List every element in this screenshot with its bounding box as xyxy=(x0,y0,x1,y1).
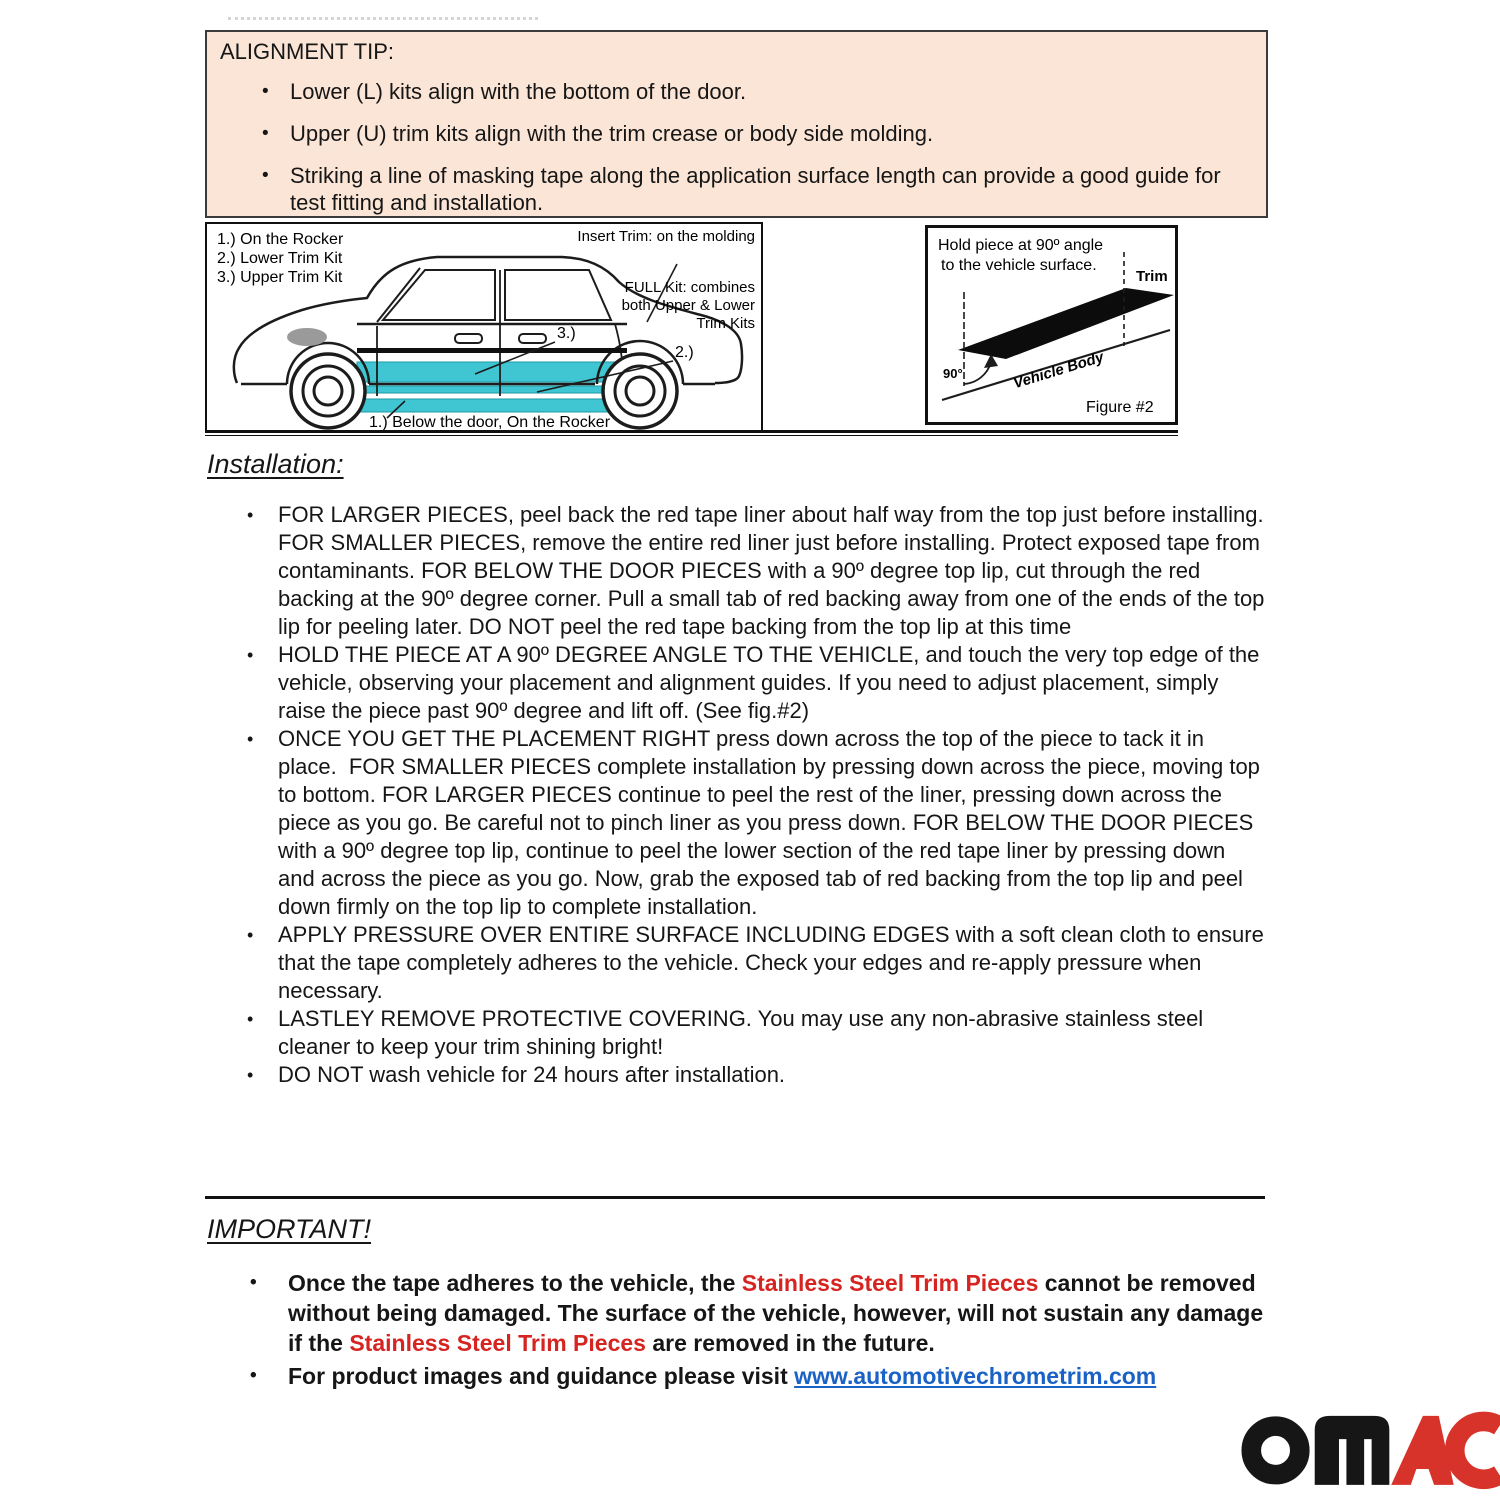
installation-list xyxy=(247,501,1271,1089)
bullet-icon: • xyxy=(262,123,269,144)
vehicle-body-label: Vehicle Body xyxy=(1011,348,1106,393)
list-item xyxy=(247,501,1271,641)
bullet-text: HOLD THE PIECE AT A 90º DEGREE ANGLE TO THE VEHICLE, and touch the very top edge of the vehicle, observing your placement and alignment guides. If you need to adjust placement, simply raise the piece past 90º degree and lift off. (See fig.#2) xyxy=(278,642,1266,723)
full-kit-note-3: Trim Kits xyxy=(696,315,755,332)
logo-letter-m xyxy=(1315,1416,1390,1485)
bullet-text: Striking a line of masking tape along the application surface length can provide a good guide for test fitting and installation. xyxy=(290,163,1221,215)
full-kit-note-1: FULL Kit: combines xyxy=(624,279,755,296)
tip-list xyxy=(262,78,1266,216)
website-link[interactable]: www.automotivechrometrim.com xyxy=(794,1363,1157,1389)
angle-label: 90° xyxy=(943,366,963,381)
bullet-text: Lower (L) kits align with the bottom of the door. xyxy=(290,79,747,104)
list-item xyxy=(262,78,1266,105)
full-kit-note-2: both Upper & Lower xyxy=(621,297,755,314)
rear-wheel xyxy=(603,354,677,428)
installation-heading: Installation: xyxy=(207,449,344,479)
omac-logo xyxy=(1240,1400,1500,1497)
bullet-text: DO NOT wash vehicle for 24 hours after installation. xyxy=(278,1062,786,1087)
callout-3-label: 3.) xyxy=(557,325,576,342)
legend-line-3: 3.) Upper Trim Kit xyxy=(217,269,343,286)
trim-label: Trim xyxy=(1136,268,1168,285)
front-door-handle xyxy=(455,334,482,343)
alignment-tip-title: ALIGNMENT TIP: xyxy=(220,39,395,64)
figure2-diagram xyxy=(928,228,1175,422)
highlighted-red-text: Stainless Steel Trim Pieces xyxy=(741,1270,1039,1296)
bullet-text: APPLY PRESSURE OVER ENTIRE SURFACE INCLUDING EDGES with a soft clean cloth to ensure that the tape completely adheres to the vehicle. Check your edges and re-apply pressure when necessary. xyxy=(278,922,1270,1003)
bullet-text: ONCE YOU GET THE PLACEMENT RIGHT press down across the top of the piece to tack it in place. FOR SMALLER PIECES complete installation by pressing down across the piece, moving top to bottom. FOR LARGER PIECES continue to peel the rest of the liner, pressing down across the piece as you go. Be careful not to pinch liner as you press down. FOR BELOW THE DOOR PIECES with a 90º degree top lip, continue to peel the lower section of the red tape liner by pressing down and across the piece as you go. Now, grab the exposed tab of red backing from the top lip and peel down firmly on the top lip to complete installation. xyxy=(278,726,1267,919)
bullet-icon: • xyxy=(247,925,254,945)
list-item xyxy=(262,120,1266,147)
car-bottom-label: 1.) Below the door, On the Rocker xyxy=(369,414,611,431)
bullet-icon: • xyxy=(262,165,269,186)
list-item xyxy=(247,641,1268,725)
figure2-box xyxy=(925,225,1178,425)
figure2-caption-2: to the vehicle surface. xyxy=(941,257,1097,274)
bullet-icon: • xyxy=(247,729,254,749)
important-heading: IMPORTANT! xyxy=(207,1214,372,1244)
lower-trim-stripe xyxy=(357,386,629,393)
bullet-text: Upper (U) trim kits align with the trim crease or body side molding. xyxy=(290,121,934,146)
bullet-text xyxy=(288,1268,1265,1358)
important-list xyxy=(250,1268,1265,1391)
car-diagram xyxy=(207,224,761,431)
bullet-icon: • xyxy=(247,505,254,525)
rear-door-handle xyxy=(519,334,546,343)
bullet-text-segment: are removed in the future. xyxy=(645,1330,935,1356)
figure-number-label: Figure #2 xyxy=(1086,399,1154,416)
bullet-icon: • xyxy=(250,1272,257,1293)
front-wheel xyxy=(291,354,365,428)
bullet-icon: • xyxy=(247,1009,254,1029)
bullet-text: FOR LARGER PIECES, peel back the red tape liner about half way from the top just before installing. FOR SMALLER PIECES, remove the entire red liner just before installing. Protect exposed tape from contaminants. FOR BELOW THE DOOR PIECES with a 90º degree top lip, cut through the red backing at the 90º degree corner. Pull a small tab of red backing away from one of the ends of the top lip for peeling later. DO NOT peel the red tape backing from the top lip at this time xyxy=(278,502,1271,639)
bullet-text-segment: For product images and guidance please visit xyxy=(288,1363,795,1389)
list-item xyxy=(250,1268,1265,1358)
list-item xyxy=(247,921,1268,1005)
bullet-icon: • xyxy=(247,645,254,665)
trim-piece-shape xyxy=(958,288,1174,359)
list-item xyxy=(250,1361,1265,1391)
insert-trim-note: Insert Trim: on the molding xyxy=(577,228,755,245)
hood-ellipse xyxy=(287,328,327,346)
legend-line-1: 1.) On the Rocker xyxy=(217,231,344,248)
bullet-text xyxy=(288,1361,1265,1391)
logo-letter-c xyxy=(1455,1421,1500,1479)
list-item xyxy=(247,725,1268,921)
trim-stripes xyxy=(357,362,629,412)
logo-letter-a xyxy=(1391,1416,1453,1485)
bullet-icon: • xyxy=(247,1065,254,1085)
alignment-tip-box xyxy=(205,30,1268,218)
body-side-molding-bar xyxy=(357,348,627,353)
logo-letter-o xyxy=(1251,1426,1300,1475)
callout-2-label: 2.) xyxy=(675,344,694,361)
cropped-text-artifact xyxy=(228,17,538,26)
diagram-bottom-rule xyxy=(205,430,1178,436)
legend-line-2: 2.) Lower Trim Kit xyxy=(217,250,343,267)
bullet-icon: • xyxy=(250,1365,257,1386)
bullet-text-segment: Once the tape adheres to the vehicle, the xyxy=(288,1270,742,1296)
highlighted-red-text: Stainless Steel Trim Pieces xyxy=(349,1330,646,1356)
omac-logo-graphic xyxy=(1240,1400,1500,1497)
list-item xyxy=(247,1061,1268,1089)
list-item xyxy=(247,1005,1268,1061)
bullet-text: LASTLEY REMOVE PROTECTIVE COVERING. You may use any non-abrasive stainless steel cleaner to keep your trim shining bright! xyxy=(278,1006,1210,1059)
section-divider xyxy=(205,1196,1265,1199)
list-item xyxy=(262,162,1266,216)
car-diagram-box xyxy=(205,222,763,433)
bullet-icon: • xyxy=(262,81,269,102)
upper-trim-stripe xyxy=(357,362,629,382)
bullet-text-segment: cannot be removed without being damaged. The surface of the vehicle, however, will not sustain any damage if the xyxy=(288,1270,1264,1356)
figure2-caption-1: Hold piece at 90º angle xyxy=(938,237,1104,254)
